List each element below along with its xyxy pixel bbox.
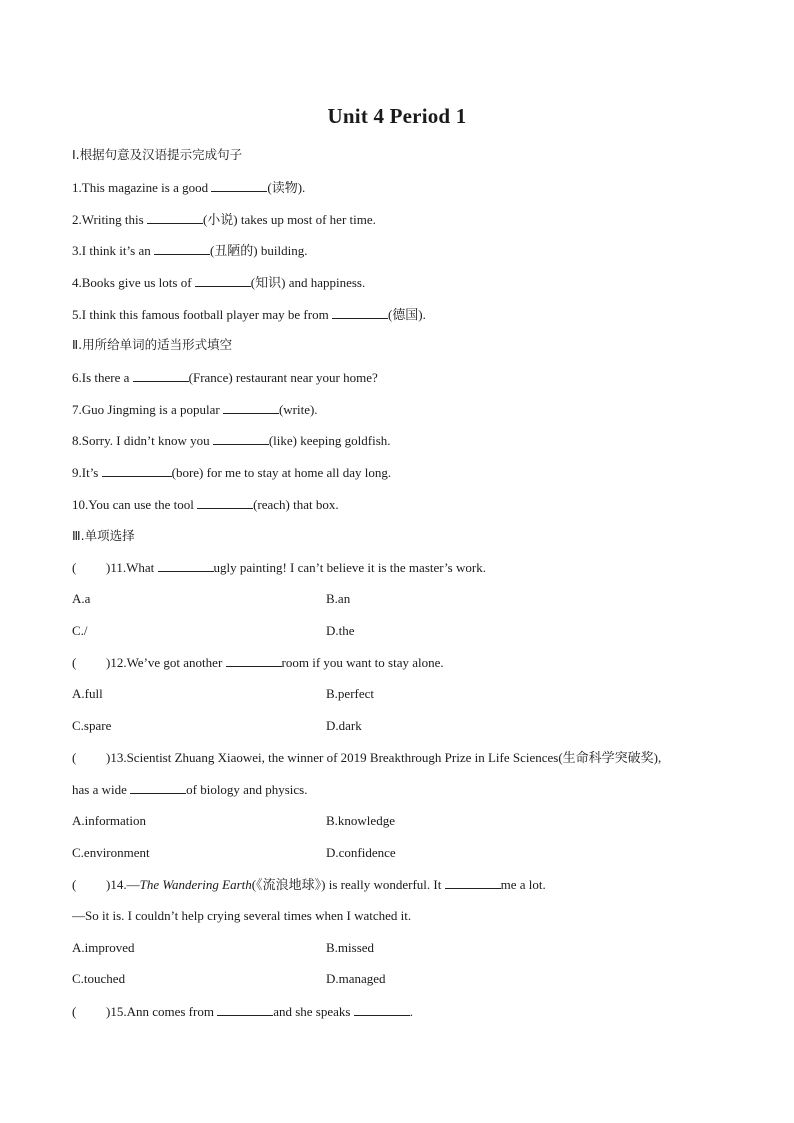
question-text: 8.Sorry. I didn’t know you xyxy=(72,433,213,448)
question-text: me a lot. xyxy=(500,877,546,892)
question-hint: (bore) for me to stay at home all day long. xyxy=(171,465,392,480)
question-5 xyxy=(72,306,426,323)
question-hint: (like) keeping goldfish. xyxy=(268,433,391,448)
question-text: 2.Writing this xyxy=(72,212,147,227)
section-heading-3: Ⅲ.单项选择 xyxy=(72,528,135,543)
answer-blank[interactable] xyxy=(154,242,210,255)
question-8 xyxy=(72,432,391,449)
question-11 xyxy=(72,559,486,576)
question-7 xyxy=(72,401,318,418)
question-6 xyxy=(72,369,378,386)
question-text: of biology and physics. xyxy=(186,782,308,797)
question-12 xyxy=(72,654,444,671)
question-text: )13.Scientist Zhuang Xiaowei, the winner of 2019 Breakthrough Prize in Life Sciences(生命科学突破奖), xyxy=(106,750,662,765)
question-1 xyxy=(72,179,305,196)
option-a: A.information xyxy=(72,813,147,828)
question-text: 6.Is there a xyxy=(72,370,133,385)
answer-blank xyxy=(445,876,501,889)
option-d: D.managed xyxy=(326,971,386,986)
question-text: 5.I think this famous football player may be from xyxy=(72,307,332,322)
answer-blank xyxy=(130,781,186,794)
question-hint: (读物). xyxy=(267,180,306,195)
question-text: ugly painting! I can’t believe it is the master’s work. xyxy=(213,560,486,575)
question-14 xyxy=(72,876,546,893)
question-14-line-2: —So it is. I couldn’t help crying several times when I watched it. xyxy=(72,908,412,923)
question-text: )11.What xyxy=(106,560,158,575)
film-title: The Wandering Earth xyxy=(139,877,252,892)
question-text: )15.Ann comes from xyxy=(106,1004,218,1019)
question-text: 1.This magazine is a good xyxy=(72,180,212,195)
question-text: )12.We’ve got another xyxy=(106,655,226,670)
answer-blank[interactable] xyxy=(197,496,253,509)
question-hint: (reach) that box. xyxy=(253,497,339,512)
option-b: B.knowledge xyxy=(326,813,395,828)
answer-paren[interactable]: ( xyxy=(72,750,77,765)
question-13 xyxy=(72,750,661,766)
question-text: 7.Guo Jingming is a popular xyxy=(72,402,223,417)
question-text: room if you want to stay alone. xyxy=(281,655,444,670)
question-hint: (France) restaurant near your home? xyxy=(188,370,378,385)
answer-blank[interactable] xyxy=(211,179,267,192)
section-heading-2: Ⅱ.用所给单词的适当形式填空 xyxy=(72,337,233,352)
question-hint: (德国). xyxy=(387,307,426,322)
answer-blank xyxy=(158,559,214,572)
question-text: has a wide xyxy=(72,782,131,797)
question-3 xyxy=(72,242,307,259)
question-hint: (小说) takes up most of her time. xyxy=(202,212,376,227)
answer-blank[interactable] xyxy=(332,306,388,319)
answer-blank[interactable] xyxy=(223,401,279,414)
answer-blank[interactable] xyxy=(147,211,203,224)
answer-paren[interactable]: ( xyxy=(72,560,77,575)
option-d: D.dark xyxy=(326,718,362,733)
question-4 xyxy=(72,274,365,291)
option-a: A.improved xyxy=(72,940,135,955)
answer-blank xyxy=(226,654,282,667)
question-9 xyxy=(72,464,391,481)
answer-blank[interactable] xyxy=(195,274,251,287)
option-d: D.the xyxy=(326,623,355,638)
option-b: B.missed xyxy=(326,940,375,955)
question-hint: (知识) and happiness. xyxy=(250,275,366,290)
question-text: )14.— xyxy=(106,877,140,892)
answer-blank[interactable] xyxy=(213,432,269,445)
option-b: B.perfect xyxy=(326,686,375,701)
question-text: and she speaks xyxy=(273,1004,354,1019)
question-text: (《流浪地球》) is really wonderful. It xyxy=(251,877,445,892)
option-c: C.spare xyxy=(72,718,112,733)
answer-blank xyxy=(217,1003,273,1016)
question-text: . xyxy=(409,1004,413,1019)
question-10 xyxy=(72,496,339,513)
question-hint: (丑陋的) building. xyxy=(209,243,308,258)
option-c: C.environment xyxy=(72,845,150,860)
answer-paren[interactable]: ( xyxy=(72,877,77,892)
option-a: A.full xyxy=(72,686,103,701)
question-hint: (write). xyxy=(278,402,318,417)
answer-paren[interactable]: ( xyxy=(72,655,77,670)
option-d: D.confidence xyxy=(326,845,396,860)
answer-blank xyxy=(354,1003,410,1016)
question-2 xyxy=(72,211,376,228)
option-b: B.an xyxy=(326,591,351,606)
question-text: 3.I think it’s an xyxy=(72,243,154,258)
question-text: 4.Books give us lots of xyxy=(72,275,195,290)
option-a: A.a xyxy=(72,591,91,606)
answer-blank[interactable] xyxy=(133,369,189,382)
answer-blank[interactable] xyxy=(102,464,172,477)
answer-paren[interactable]: ( xyxy=(72,1004,77,1019)
question-15 xyxy=(72,1003,413,1020)
question-text: 10.You can use the tool xyxy=(72,497,198,512)
option-c: C./ xyxy=(72,623,88,638)
question-13-line-2 xyxy=(72,781,307,798)
question-text: 9.It’s xyxy=(72,465,102,480)
option-c: C.touched xyxy=(72,971,126,986)
section-heading-1: Ⅰ.根据句意及汉语提示完成句子 xyxy=(72,147,243,162)
page-title: Unit 4 Period 1 xyxy=(327,104,467,128)
